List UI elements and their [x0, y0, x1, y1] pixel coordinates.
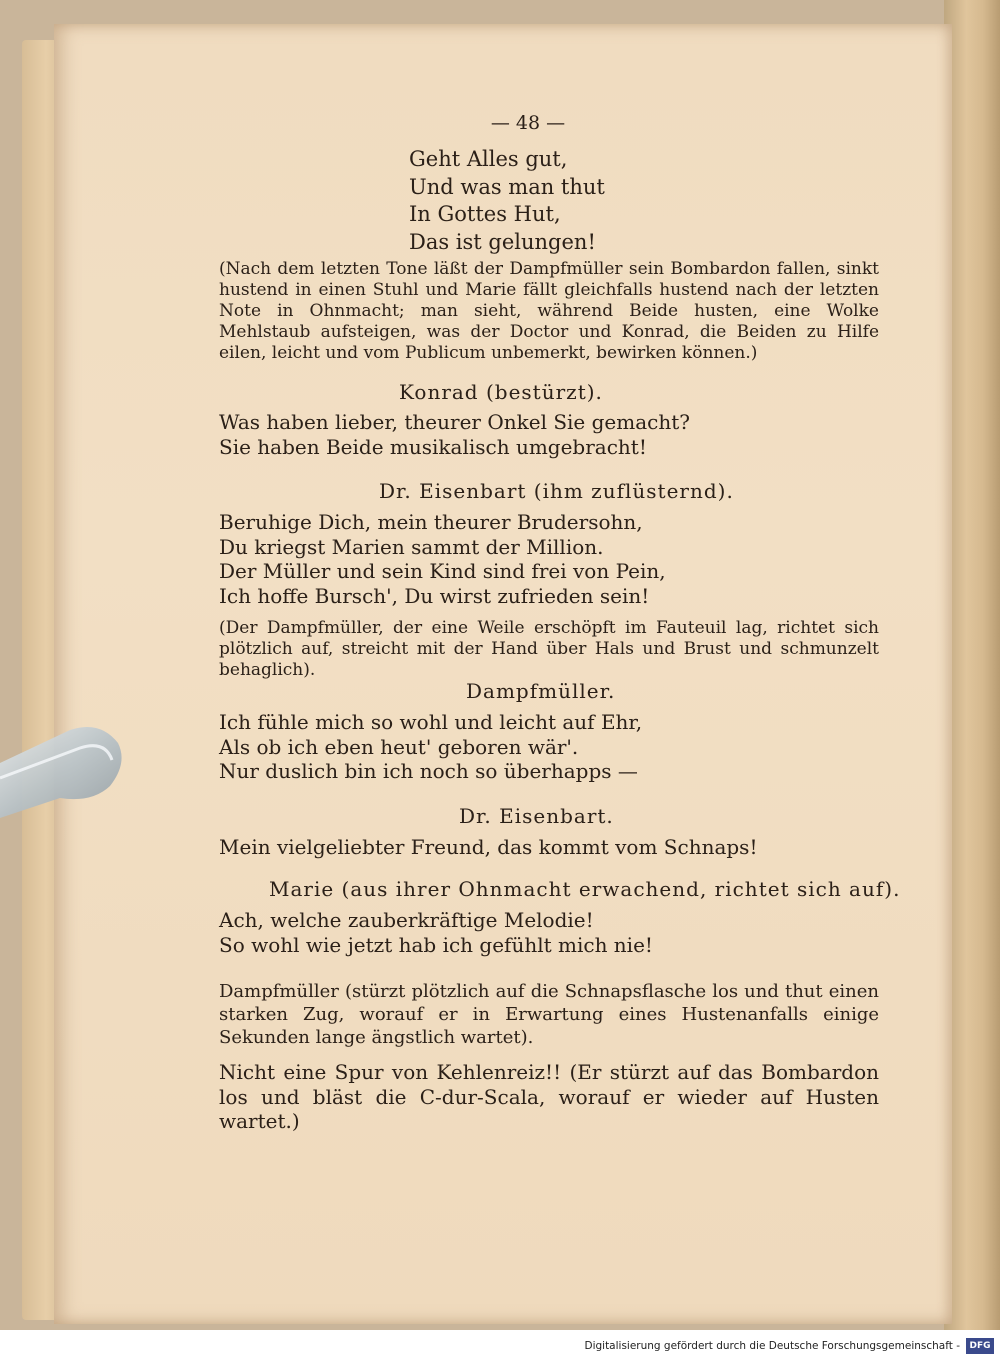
marie-lines: [219, 908, 653, 957]
verse-block: [409, 146, 605, 256]
speaker-marie: Marie (aus ihrer Ohnmacht erwachend, richtet sich auf).: [269, 877, 901, 901]
eisenbart-lines: [219, 510, 666, 608]
book-page: [54, 24, 952, 1324]
dialogue-line: Ich hoffe Bursch', Du wirst zufrieden sein!: [219, 583, 650, 608]
dialogue-line: Du kriegst Marien sammt der Million.: [219, 534, 604, 559]
speaker-dampfmueller: Dampfmüller.: [466, 679, 616, 703]
dialogue-line: So wohl wie jetzt hab ich gefühlt mich nie!: [219, 932, 653, 957]
speaker-konrad: Konrad (bestürzt).: [399, 380, 603, 404]
digitization-credit: Digitalisierung gefördert durch die Deutsche Forschungsgemeinschaft -: [584, 1340, 960, 1352]
verse-line: Und was man thut: [409, 174, 605, 199]
dialogue-line: Nur duslich bin ich noch so überhapps —: [219, 759, 638, 783]
stage-direction: Dampfmüller (stürzt plötzlich auf die Schnapsflasche los und thut einen starken Zug, worauf er in Erwartung eines Hustenanfalls einige Sekunden lange ängstlich wartet).: [219, 981, 879, 1048]
verse-line: In Gottes Hut,: [409, 202, 561, 226]
book-edge-right: [944, 0, 1000, 1330]
dialogue-line: Mein vielgeliebter Freund, das kommt vom Schnaps!: [219, 835, 758, 859]
dialogue-line: Nicht eine Spur von Kehlenreiz!! (Er stürzt auf das Bombardon los und bläst die C-dur-Scala, worauf er wieder auf Husten wartet.): [219, 1060, 879, 1133]
dialogue-line: Der Müller und sein Kind sind frei von Pein,: [219, 559, 666, 583]
dialogue-line: Ich fühle mich so wohl und leicht auf Ehr,: [219, 710, 643, 734]
stage-direction: (Nach dem letzten Tone läßt der Dampfmüller sein Bombardon fallen, sinkt hustend in einen Stuhl und Marie fällt gleichfalls hustend nach der letzten Note in Ohnmacht; man sieht, während Beide husten, eine Wolke Mehlstaub aufsteigen, was der Doctor und Konrad, die Beiden zu Hilfe eilen, leicht und vom Publicum unbemerkt, bewirken können.): [219, 259, 879, 363]
konrad-lines: [219, 410, 690, 459]
page-number: — 48 —: [490, 112, 566, 134]
dfg-logo-icon: DFG: [966, 1338, 994, 1354]
dialogue-line: Was haben lieber, theurer Onkel Sie gemacht?: [219, 410, 690, 434]
glass-clip: [0, 708, 125, 818]
verse-line: Geht Alles gut,: [409, 147, 568, 171]
speaker-eisenbart: Dr. Eisenbart (ihm zuflüsternd).: [379, 479, 734, 503]
dampfmueller-lines: [219, 710, 642, 784]
dialogue-line: Als ob ich eben heut' geboren wär'.: [219, 734, 579, 759]
dialogue-line: Beruhige Dich, mein theurer Brudersohn,: [219, 510, 643, 534]
dialogue-line: Sie haben Beide musikalisch umgebracht!: [219, 434, 647, 459]
speaker-eisenbart: Dr. Eisenbart.: [459, 804, 614, 828]
stage-direction: (Der Dampfmüller, der eine Weile erschöpft im Fauteuil lag, richtet sich plötzlich auf, streicht mit der Hand über Hals und Brust und schmunzelt behaglich).: [219, 618, 879, 680]
verse-line: Das ist gelungen!: [409, 229, 596, 254]
dialogue-line: Ach, welche zauberkräftige Melodie!: [219, 908, 594, 932]
